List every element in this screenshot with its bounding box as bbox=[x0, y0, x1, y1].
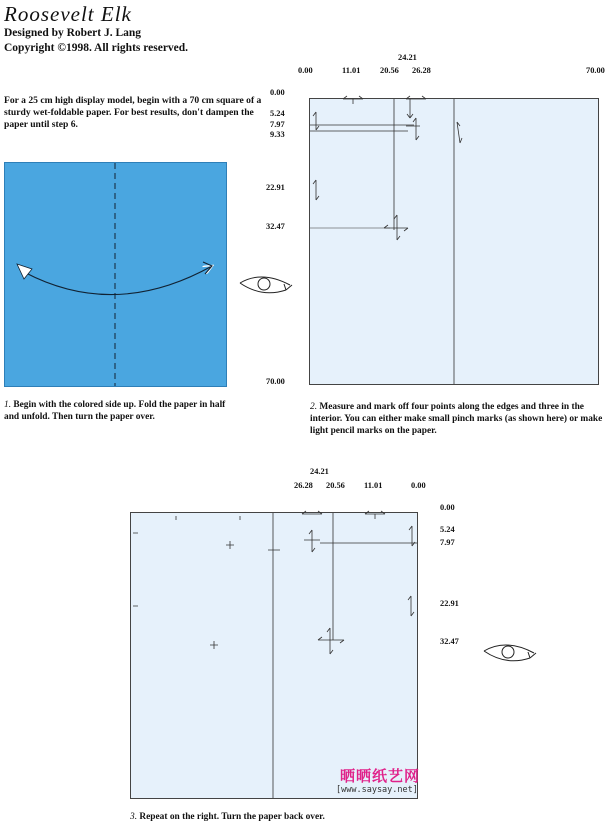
step3-top-label: 0.00 bbox=[411, 481, 426, 490]
step3-text: Repeat on the right. Turn the paper back over. bbox=[139, 812, 325, 822]
step3-top-label: 24.21 bbox=[310, 467, 329, 476]
step3-caption bbox=[130, 811, 430, 823]
step2-number: 2. bbox=[310, 402, 318, 412]
step1-fold-unfold-arrow bbox=[24, 266, 212, 295]
step3-right-label: 32.47 bbox=[440, 637, 459, 646]
step2-top-label: 0.00 bbox=[298, 66, 313, 75]
step2-top-label: 26.28 bbox=[412, 66, 431, 75]
step2-left-label: 9.33 bbox=[270, 130, 285, 139]
watermark-logo: 晒晒纸艺网 bbox=[340, 767, 421, 785]
step3-pinch-marks bbox=[133, 511, 415, 654]
step3-right-label: 7.97 bbox=[440, 538, 455, 547]
step1-caption bbox=[4, 399, 234, 423]
step2-top-label: 70.00 bbox=[586, 66, 605, 75]
step1-text: Begin with the colored side up. Fold the paper in half and unfold. Then turn the paper over. bbox=[4, 400, 226, 422]
designer-credit: Designed by Robert J. Lang bbox=[4, 27, 142, 39]
step2-left-label: 5.24 bbox=[270, 109, 285, 118]
step2-top-label: 20.56 bbox=[380, 66, 399, 75]
turn-over-icon bbox=[240, 277, 292, 293]
step2-top-label: 11.01 bbox=[342, 66, 361, 75]
step1-number: 1. bbox=[4, 400, 12, 410]
step3-right-label: 22.91 bbox=[440, 599, 459, 608]
step2-left-label: 0.00 bbox=[270, 88, 285, 97]
step2-pinch-marks bbox=[313, 96, 462, 240]
intro-text: For a 25 cm high display model, begin with a 70 cm square of a sturdy wet-foldable paper. For best results, don't dampen the paper until step 6. bbox=[4, 95, 262, 130]
diagram-title: Roosevelt Elk bbox=[4, 2, 132, 26]
step2-text: Measure and mark off four points along the edges and three in the interior. You can either make small pinch marks (as shown here) or make light pencil marks on the paper. bbox=[310, 402, 603, 436]
step3-top-label: 26.28 bbox=[294, 481, 313, 490]
step3-top-label: 11.01 bbox=[364, 481, 383, 490]
step2-top-label: 24.21 bbox=[398, 53, 417, 62]
step2-left-label: 22.91 bbox=[266, 183, 285, 192]
watermark-url: [www.saysay.net] bbox=[336, 785, 418, 795]
step3-number: 3. bbox=[130, 812, 138, 822]
step1-arrow-head-open bbox=[17, 264, 32, 279]
step2-left-label: 70.00 bbox=[266, 377, 285, 386]
step3-top-label: 20.56 bbox=[326, 481, 345, 490]
step2-caption bbox=[310, 401, 605, 437]
turn-over-icon bbox=[484, 645, 536, 661]
step3-right-label: 5.24 bbox=[440, 525, 455, 534]
step2-left-label: 7.97 bbox=[270, 120, 285, 129]
step3-right-label: 0.00 bbox=[440, 503, 455, 512]
step2-left-label: 32.47 bbox=[266, 222, 285, 231]
copyright-notice: Copyright ©1998. All rights reserved. bbox=[4, 42, 189, 54]
